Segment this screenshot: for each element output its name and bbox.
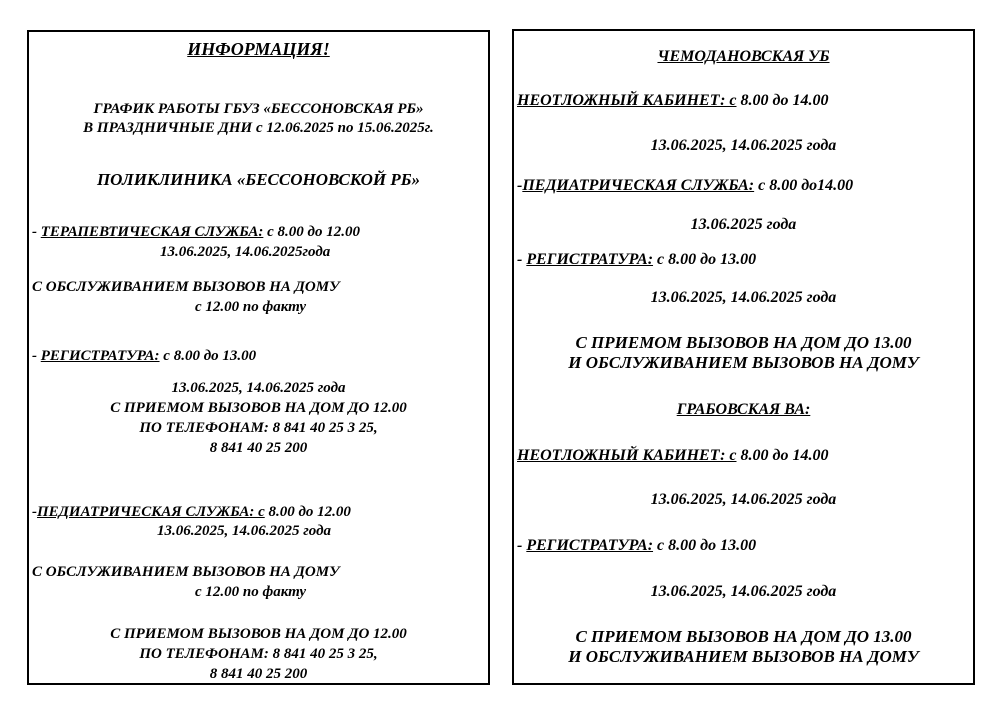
registry-label: РЕГИСТРАТУРА: (40, 348, 160, 364)
therapy-service-label: ТЕРАПЕВТИЧЕСКАЯ СЛУЖБА: (40, 224, 264, 240)
right-registry-2-line (517, 538, 756, 554)
registry-dates: 13.06.2025, 14.06.2025 года (171, 380, 346, 396)
right-registry-1-dates: 13.06.2025, 14.06.2025 года (650, 289, 837, 306)
urgent-cabinet-1-label: НЕОТЛОЖНЫЙ КАБИНЕТ: с (517, 92, 737, 109)
calls-1-line-1: С ПРИЕМОМ ВЫЗОВОВ НА ДОМ ДО 13.00 (575, 333, 912, 352)
therapy-service-hours: с 8.00 до 12.00 (263, 224, 360, 240)
urgent-cabinet-2-label: НЕОТЛОЖНЫЙ КАБИНЕТ: с (517, 447, 737, 464)
schedule-line-1: ГРАФИК РАБОТЫ ГБУЗ «БЕССОНОВСКАЯ РБ» (93, 101, 424, 117)
urgent-cabinet-1-line (517, 93, 828, 109)
pediatric-dates: 13.06.2025, 14.06.2025 года (157, 523, 332, 539)
right-registry-1-prefix: - (517, 251, 527, 268)
registry-phones-1: ПО ТЕЛЕФОНАМ: 8 841 40 25 3 25, (139, 420, 378, 436)
registry-calls: С ПРИЕМОМ ВЫЗОВОВ НА ДОМ ДО 12.00 (110, 400, 407, 416)
therapy-prefix: - (32, 224, 41, 240)
chemodanovskaya-heading: ЧЕМОДАНОВСКАЯ УБ (657, 48, 830, 65)
registry-line (32, 349, 256, 364)
pediatric-prefix: - (32, 504, 37, 520)
therapy-home-service: С ОБСЛУЖИВАНИЕМ ВЫЗОВОВ НА ДОМУ (32, 279, 340, 295)
right-registry-1-hours: с 8.00 до 13.00 (653, 251, 757, 268)
right-registry-1-label: РЕГИСТРАТУРА: (526, 251, 654, 268)
right-registry-2-label: РЕГИСТРАТУРА: (526, 537, 654, 554)
pediatric-home-service: С ОБСЛУЖИВАНИЕМ ВЫЗОВОВ НА ДОМУ (32, 564, 340, 580)
schedule-line-2: В ПРАЗДНИЧНЫЕ ДНИ с 12.06.2025 по 15.06.2025г. (83, 120, 434, 136)
pediatric-service-line (32, 505, 351, 520)
registry-hours: с 8.00 до 13.00 (159, 348, 257, 364)
pediatric-home-hours: с 12.00 по факту (195, 584, 307, 600)
urgent-cabinet-1-hours: 8.00 до 14.00 (736, 92, 829, 109)
calls-1-line-2: И ОБСЛУЖИВАНИЕМ ВЫЗОВОВ НА ДОМУ (568, 353, 919, 372)
right-pediatric-label: ПЕДИАТРИЧЕСКАЯ СЛУЖБА: (522, 177, 755, 194)
therapy-service-line (32, 225, 360, 240)
therapy-home-hours: с 12.00 по факту (195, 299, 307, 315)
therapy-dates: 13.06.2025, 14.06.2025года (160, 244, 331, 260)
pediatric-service-label: ПЕДИАТРИЧЕСКАЯ СЛУЖБА: с (37, 504, 265, 520)
right-registry-2-dates: 13.06.2025, 14.06.2025 года (650, 583, 837, 600)
left-info-panel (27, 30, 490, 685)
clinic-title: ПОЛИКЛИНИКА «БЕССОНОВСКОЙ РБ» (96, 170, 421, 189)
urgent-cabinet-2-line (517, 448, 828, 464)
right-pediatric-hours: с 8.00 до14.00 (754, 177, 854, 194)
calls-2-line-2: И ОБСЛУЖИВАНИЕМ ВЫЗОВОВ НА ДОМУ (568, 647, 919, 666)
urgent-cabinet-2-hours: 8.00 до 14.00 (736, 447, 829, 464)
right-registry-1-line (517, 252, 756, 268)
right-info-panel (512, 29, 975, 685)
pediatric-calls: С ПРИЕМОМ ВЫЗОВОВ НА ДОМ ДО 12.00 (110, 626, 407, 642)
registry-phones-2: 8 841 40 25 200 (209, 440, 308, 456)
info-heading: ИНФОРМАЦИЯ! (187, 39, 330, 59)
right-registry-2-hours: с 8.00 до 13.00 (653, 537, 757, 554)
right-pediatric-dates: 13.06.2025 года (690, 216, 797, 233)
registry-prefix: - (32, 348, 41, 364)
pediatric-phones-1: ПО ТЕЛЕФОНАМ: 8 841 40 25 3 25, (139, 646, 378, 662)
right-registry-2-prefix: - (517, 537, 527, 554)
pediatric-phones-2: 8 841 40 25 200 (209, 666, 308, 682)
calls-2-line-1: С ПРИЕМОМ ВЫЗОВОВ НА ДОМ ДО 13.00 (575, 627, 912, 646)
right-pediatric-prefix: - (517, 177, 523, 194)
grabovskaya-heading: ГРАБОВСКАЯ ВА: (676, 401, 811, 418)
pediatric-service-hours: 8.00 до 12.00 (264, 504, 351, 520)
right-pediatric-line (517, 178, 853, 194)
urgent-cabinet-1-dates: 13.06.2025, 14.06.2025 года (650, 137, 837, 154)
urgent-cabinet-2-dates: 13.06.2025, 14.06.2025 года (650, 491, 837, 508)
